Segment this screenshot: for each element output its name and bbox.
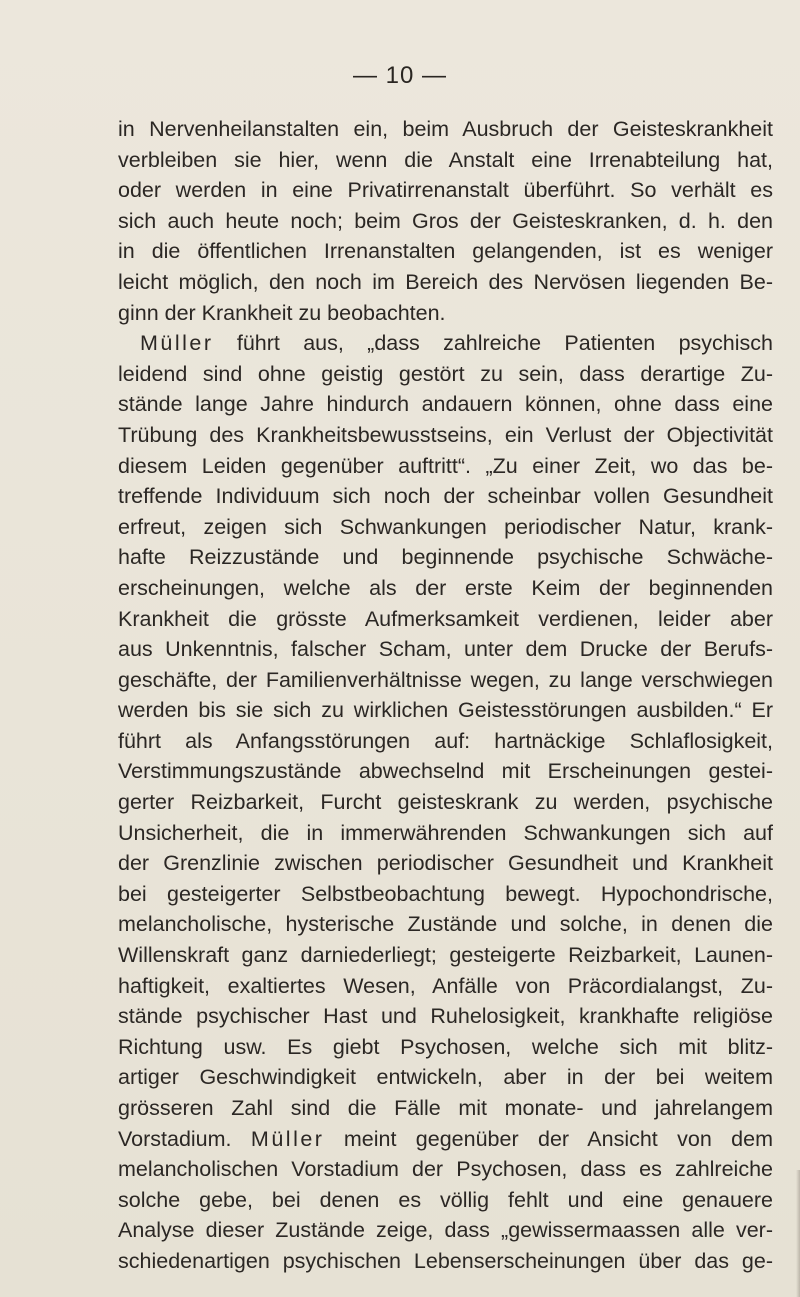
text-line: Willenskraft ganz darniederliegt; gesteigerte Reizbarkeit, Launen- <box>118 943 773 968</box>
text-line: treffende Individuum sich noch der scheinbar vollen Gesundheit <box>118 484 773 509</box>
paragraph-start-line <box>118 328 773 359</box>
text-line: schiedenartigen psychischen Lebenserscheinungen über das ge- <box>118 1248 773 1273</box>
text-line: aus Unkenntnis, falscher Scham, unter dem Drucke der Berufs- <box>118 637 773 662</box>
text-line: erfreut, zeigen sich Schwankungen periodischer Natur, krank- <box>118 514 773 539</box>
text-line: führt als Anfangsstörungen auf: hartnäckige Schlaflosigkeit, <box>118 728 773 753</box>
text-line: sich auch heute noch; beim Gros der Geisteskranken, d. h. den <box>118 208 773 233</box>
mixed-line <box>118 1124 773 1155</box>
text-line: erscheinungen, welche als der erste Keim der beginnenden <box>118 575 773 600</box>
page-edge-shadow <box>796 1170 800 1297</box>
text-line: führt aus, „dass zahlreiche Patienten psychisch <box>236 331 773 356</box>
text-line: Trübung des Krankheitsbewusstseins, ein Verlust der Objectivität <box>118 422 773 447</box>
text-line: verbleiben sie hier, wenn die Anstalt eine Irrenabteilung hat, <box>118 147 773 172</box>
text-line: werden bis sie sich zu wirklichen Geistesstörungen ausbilden.“ Er <box>118 698 773 723</box>
text-line: gerter Reizbarkeit, Furcht geisteskrank zu werden, psychische <box>118 790 773 815</box>
text-line: grösseren Zahl sind die Fälle mit monate- und jahrelangem <box>118 1096 773 1120</box>
author-name-mueller: Müller <box>250 1126 325 1151</box>
body-text <box>118 114 773 1277</box>
text-line: melancholische, hysterische Zustände und solche, in denen die <box>118 912 773 937</box>
text-line: Unsicherheit, die in immerwährenden Schwankungen sich auf <box>118 820 773 845</box>
text-line: oder werden in eine Privatirrenanstalt überführt. So verhält es <box>118 178 773 203</box>
text-line: leicht möglich, den noch im Bereich des Nervösen liegenden Be- <box>118 269 773 294</box>
text-line: Krankheit die grösste Aufmerksamkeit verdienen, leider aber <box>118 606 773 631</box>
text-line: stände lange Jahre hindurch andauern können, ohne dass eine <box>118 392 773 417</box>
text-line: Richtung usw. Es giebt Psychosen, welche sich mit blitz- <box>118 1034 773 1059</box>
text-line: stände psychischer Hast und Ruhelosigkeit, krankhafte religiöse <box>118 1004 773 1029</box>
text-fragment: Vorstadium. <box>118 1126 232 1151</box>
text-line: haftigkeit, exaltiertes Wesen, Anfälle von Präcordialangst, Zu- <box>118 973 773 998</box>
author-name-mueller: Müller <box>140 331 214 356</box>
text-line: leidend sind ohne geistig gestört zu sein, dass derartige Zu- <box>118 361 773 386</box>
text-line: Analyse dieser Zustände zeige, dass „gewissermaassen alle ver- <box>118 1218 773 1243</box>
text-line: solche gebe, bei denen es völlig fehlt und eine genauere <box>118 1187 773 1212</box>
page-number: — 10 — <box>352 62 448 89</box>
text-line: melancholischen Vorstadium der Psychosen, dass es zahlreiche <box>118 1157 773 1182</box>
text-line: geschäfte, der Familienverhältnisse wegen, zu lange verschwiegen <box>118 667 773 692</box>
text-line: bei gesteigerter Selbstbeobachtung bewegt. Hypochondrische, <box>118 881 773 906</box>
text-line: in Nervenheilanstalten ein, beim Ausbruch der Geisteskrankheit <box>118 117 773 141</box>
text-line: hafte Reizzustände und beginnende psychische Schwäche- <box>118 545 773 570</box>
text-line: der Grenzlinie zwischen periodischer Gesundheit und Krankheit <box>118 851 773 876</box>
text-line: meint gegenüber der Ansicht von dem <box>343 1126 774 1151</box>
text-line: ginn der Krankheit zu beobachten. <box>118 300 446 325</box>
text-line: artiger Geschwindigkeit entwickeln, aber in der bei weitem <box>118 1065 773 1090</box>
text-line: in die öffentlichen Irrenanstalten gelangenden, ist es weniger <box>118 239 773 264</box>
text-line: diesem Leiden gegenüber auftritt“. „Zu einer Zeit, wo das be- <box>118 453 773 478</box>
text-line: Verstimmungszustände abwechselnd mit Erscheinungen gestei- <box>118 759 773 784</box>
